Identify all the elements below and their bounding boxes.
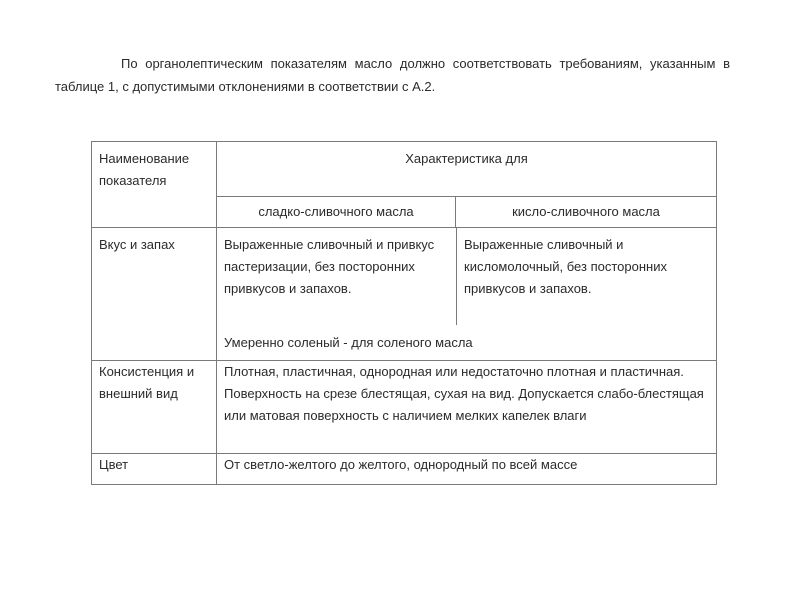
taste-sweet-value: Выраженные сливочный и привкус пастеризации, без посторонних привкусов и запахов.: [224, 237, 435, 296]
color-value: От светло-желтого до желтого, однородный по всей массе: [217, 454, 717, 485]
taste-sour-value: Выраженные сливочный и кисломолочный, без посторонних привкусов и запахов.: [464, 237, 667, 296]
header-characteristic: Характеристика для: [217, 142, 717, 197]
table-row-consistency: [92, 361, 717, 454]
header-indicator-name: Наименование показателя: [92, 142, 217, 228]
taste-salted-note: Умеренно соленый - для соленого масла: [224, 335, 473, 350]
table-header-row: [92, 142, 717, 197]
row-label-consistency: Консистенция и внешний вид: [92, 361, 217, 454]
row-label-color: Цвет: [92, 454, 217, 485]
subheader-sour-cream: кисло-сливочного масла: [456, 197, 717, 228]
organoleptic-table: [91, 141, 717, 485]
taste-values-cell: [217, 228, 717, 361]
subheader-sweet-cream: сладко-сливочного масла: [217, 197, 456, 228]
intro-paragraph: По органолептическим показателям масло должно соответствовать требованиям, указанным в таблице 1, с допустимыми отклонениями в соответствии с А.2.: [55, 56, 730, 94]
table-row-taste: [92, 228, 717, 361]
table-row-color: [92, 454, 717, 485]
row-label-taste: Вкус и запах: [92, 228, 217, 361]
consistency-value: Плотная, пластичная, однородная или недостаточно плотная и пластичная. Поверхность на срезе блестящая, сухая на вид. Допускается слабо-блестящая или матовая поверхность с наличием мелких капелек влаги: [217, 361, 717, 454]
column-divider: [456, 228, 457, 325]
